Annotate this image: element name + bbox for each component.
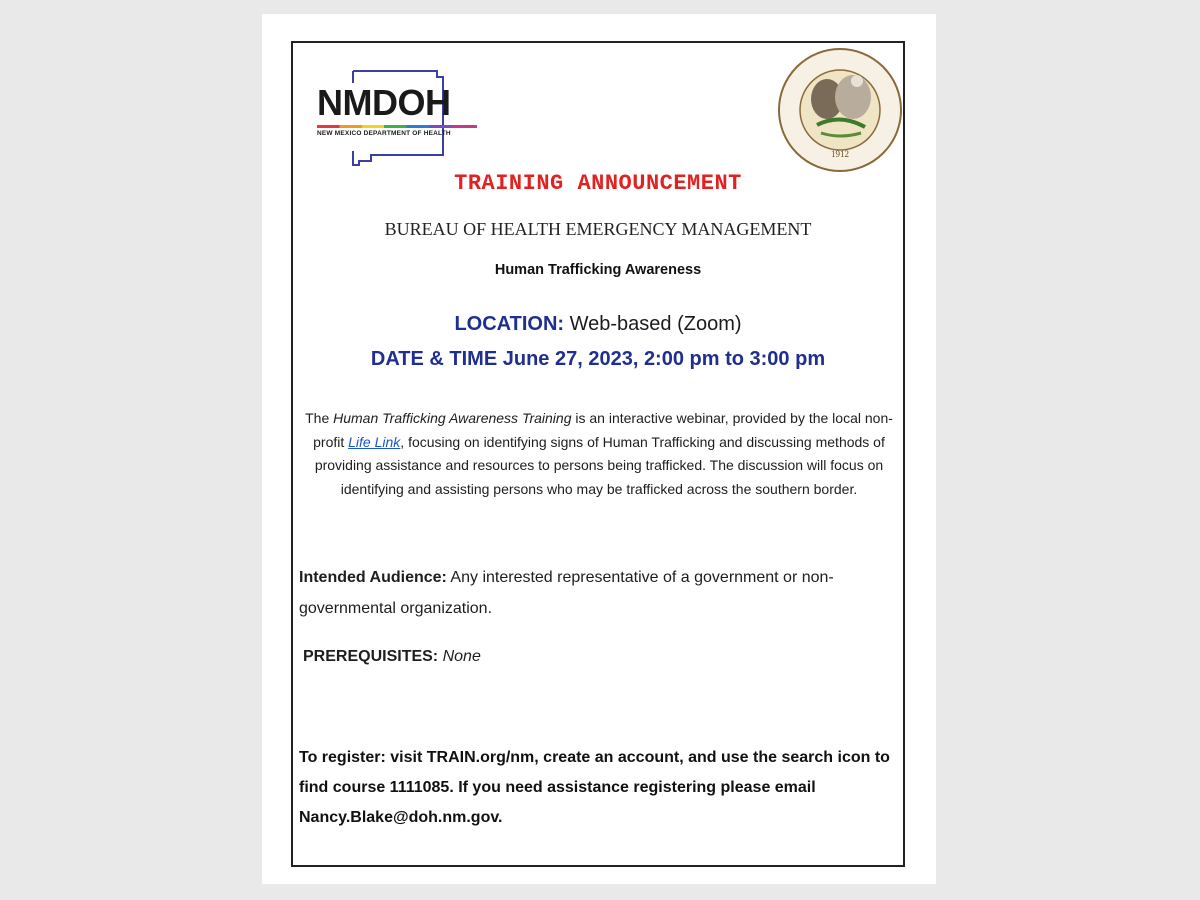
location-line <box>293 313 903 336</box>
location-value: Web-based (Zoom) <box>569 313 742 335</box>
training-name: Human Trafficking Awareness Training <box>333 410 572 426</box>
date-time: DATE & TIME June 27, 2023, 2:00 pm to 3:00 pm <box>370 348 826 370</box>
description-paragraph <box>299 407 899 501</box>
announcement-title: TRAINING ANNOUNCEMENT <box>454 171 742 196</box>
announcement-frame <box>291 41 905 867</box>
course-name: Human Trafficking Awareness <box>494 262 702 278</box>
location-label: LOCATION: <box>454 313 565 335</box>
logo-subtitle: NEW MEXICO DEPARTMENT OF HEALTH <box>317 130 451 137</box>
state-seal <box>777 47 903 173</box>
seal-icon <box>777 47 903 173</box>
intended-audience <box>299 562 899 624</box>
bureau-name: BUREAU OF HEALTH EMERGENCY MANAGEMENT <box>384 219 812 239</box>
description-text: The <box>305 410 334 426</box>
prerequisites-value: None <box>442 648 481 665</box>
prerequisites-label: PREREQUISITES: <box>303 648 439 665</box>
description-text: is an interactive webinar, provided by the local non-profit <box>313 410 893 450</box>
audience-label: Intended Audience: <box>299 569 447 586</box>
prerequisites <box>303 648 481 666</box>
document-page <box>262 14 936 884</box>
logo-wordmark: NMDOH <box>317 82 451 123</box>
seal-year: 1912 <box>831 149 849 159</box>
life-link-link[interactable]: Life Link <box>348 433 401 450</box>
registration-instructions: To register: visit TRAIN.org/nm, create an account, and use the search icon to find course 1111085. If you need assistance registering please email Nancy.Blake@doh.nm.gov. <box>299 749 890 826</box>
logo-color-bar <box>317 125 477 128</box>
description-text: , focusing on identifying signs of Human Trafficking and discussing methods of providing assistance and resources to persons being trafficked. The discussion will focus on identifying and assisting persons who may be trafficked across the southern border. <box>314 433 885 497</box>
audience-value: Any interested representative of a government or non-governmental organization. <box>299 569 834 617</box>
nmdoh-logo <box>315 67 479 167</box>
